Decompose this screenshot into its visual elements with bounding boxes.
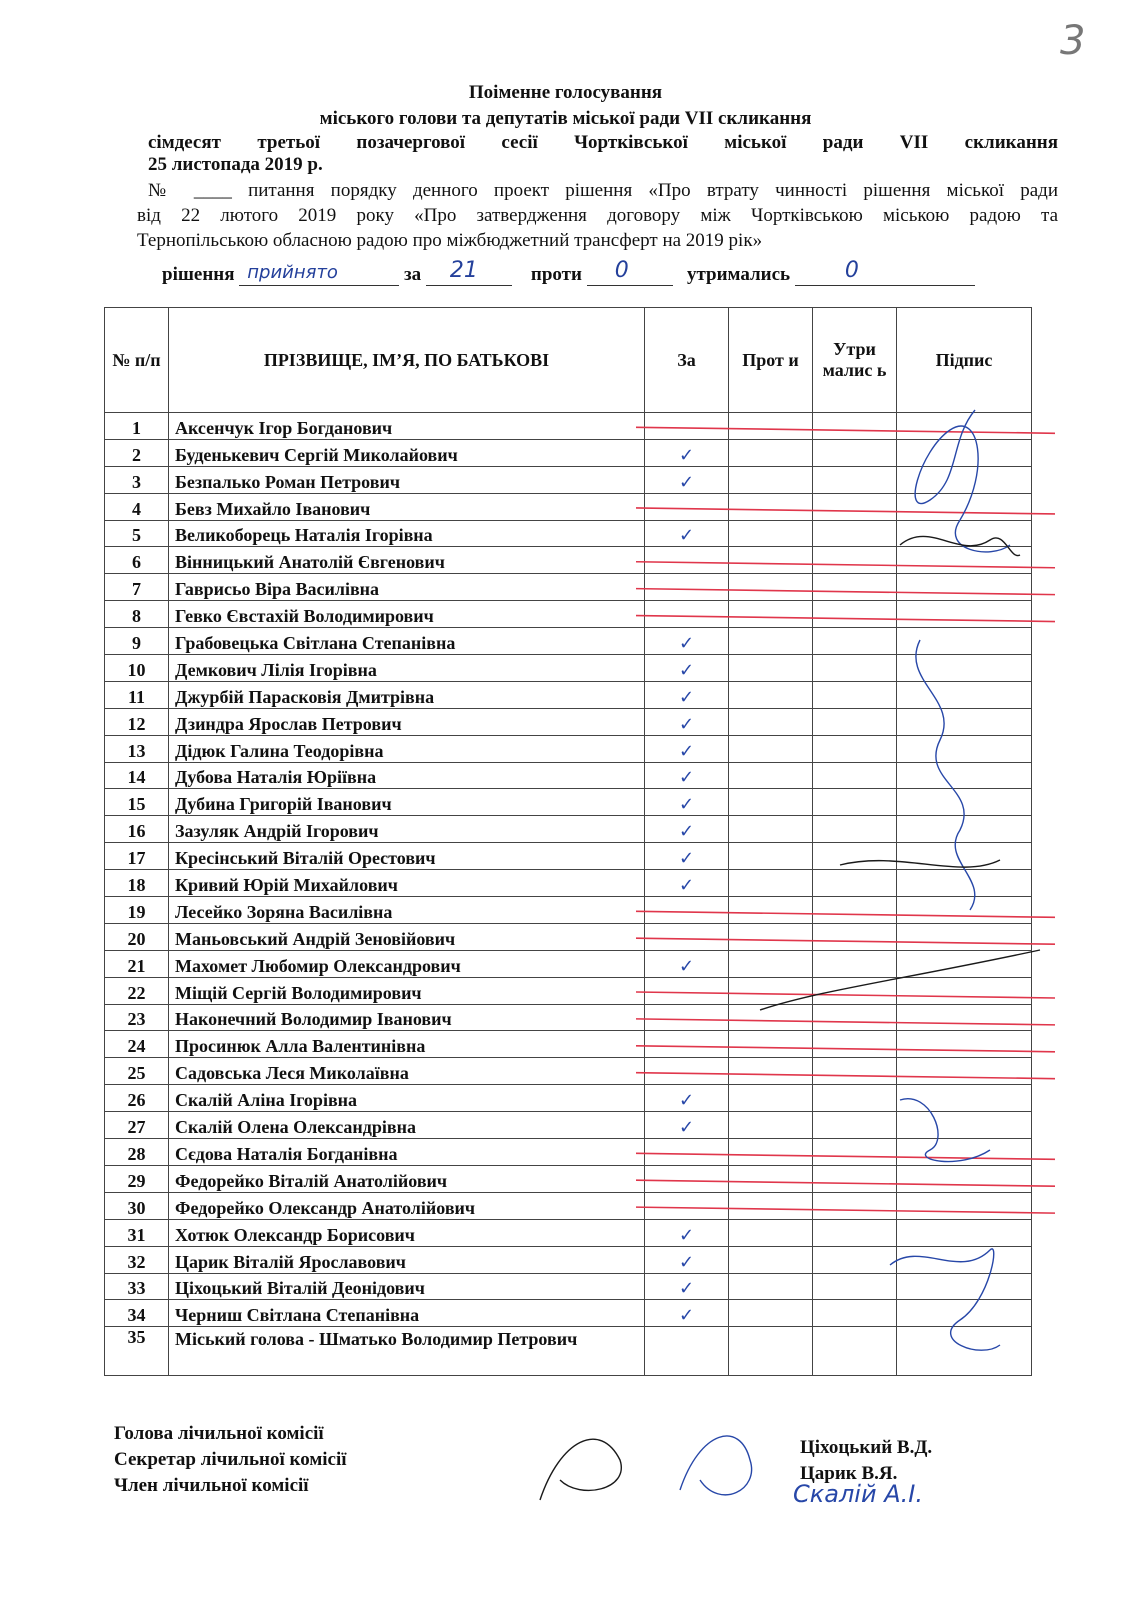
row-number: 28 [105,1139,169,1166]
row-number: 15 [105,789,169,816]
deputy-name: Дубова Наталія Юріївна [169,762,645,789]
deputy-name: Маньовський Андрій Зеновійович [169,923,645,950]
deputy-name: Федорейко Олександр Анатолійович [169,1192,645,1219]
deputy-name: Наконечний Володимир Іванович [169,1004,645,1031]
check-mark-icon: ✓ [678,1278,695,1300]
check-mark-icon: ✓ [678,767,695,789]
check-mark-icon: ✓ [678,821,695,843]
signature-scribble [840,860,1000,867]
deputy-name: Аксенчук Ігор Богданович [169,413,645,440]
check-mark-icon: ✓ [678,848,695,870]
question-line-3: Тернопільською обласною радою про міжбюджетний трансферт на 2019 рік» [137,230,763,251]
session-line: сімдесят третьої позачергової сесії Чортківської міської ради VІІ скликання [148,132,1058,153]
deputy-name: Джурбій Парасковія Дмитрівна [169,681,645,708]
check-mark-icon: ✓ [678,525,695,547]
decision-value: прийнято [247,262,338,283]
check-mark-icon: ✓ [678,1117,695,1139]
row-number: 34 [105,1300,169,1327]
secretary-name: Царик В.Я. [800,1463,898,1484]
check-mark-icon: ✓ [678,875,695,897]
deputy-name: Грабовецька Світлана Степанівна [169,628,645,655]
row-number: 18 [105,870,169,897]
row-number: 4 [105,493,169,520]
row-number: 8 [105,601,169,628]
check-mark-icon: ✓ [678,633,695,655]
deputy-name: Махомет Любомир Олександрович [169,950,645,977]
row-number: 35 [105,1327,169,1376]
row-number: 10 [105,655,169,682]
row-number: 13 [105,735,169,762]
check-mark-icon: ✓ [678,1251,695,1273]
signature-scribble [680,1436,752,1495]
check-mark-icon: ✓ [678,740,695,762]
row-number: 2 [105,439,169,466]
deputy-name: Бевз Михайло Іванович [169,493,645,520]
strikethrough-line [636,427,1055,433]
deputy-name: Міщій Сергій Володимирович [169,977,645,1004]
deputy-name: Царик Віталій Ярославович [169,1246,645,1273]
strikethrough-line [636,562,1055,568]
strikethrough-line [636,616,1055,622]
deputy-name: Буденькевич Сергій Миколайович [169,439,645,466]
signature-scribble [760,950,1040,1010]
header-abstained: Утри малис ь [813,308,897,413]
header-name: ПРІЗВИЩЕ, ІМ’Я, ПО БАТЬКОВІ [169,308,645,413]
header-num: № п/п [105,308,169,413]
row-number: 27 [105,1112,169,1139]
abstained-value: 0 [844,258,859,283]
row-number: 7 [105,574,169,601]
row-number: 6 [105,547,169,574]
row-number: 30 [105,1192,169,1219]
row-number: 3 [105,466,169,493]
deputy-name: Черниш Світлана Степанівна [169,1300,645,1327]
row-number: 23 [105,1004,169,1031]
header-against: Прот и [729,308,813,413]
check-mark-icon: ✓ [678,1224,695,1246]
signature-scribble [540,1439,621,1500]
member-label: Член лічильної комісії [114,1475,309,1496]
strikethrough-line [636,508,1055,514]
deputy-name: Кривий Юрій Михайлович [169,870,645,897]
row-number: 29 [105,1165,169,1192]
deputy-name: Скалій Аліна Ігорівна [169,1085,645,1112]
row-number: 11 [105,681,169,708]
deputy-name: Хотюк Олександр Борисович [169,1219,645,1246]
row-number: 12 [105,708,169,735]
document-title: Поіменне голосування [468,82,663,103]
deputy-name: Ціхоцький Віталій Деонідович [169,1273,645,1300]
deputy-name: Скалій Олена Олександрівна [169,1112,645,1139]
strikethrough-line [636,992,1055,998]
signature-scribble [900,536,1020,555]
check-mark-icon: ✓ [678,659,695,681]
signature-scribble [890,1249,1000,1350]
strikethrough-line [636,1153,1055,1159]
row-number: 24 [105,1031,169,1058]
deputy-name: Гаврисьо Віра Василівна [169,574,645,601]
deputy-name: Лесейко Зоряна Василівна [169,897,645,924]
check-mark-icon: ✓ [678,1305,695,1327]
row-number: 33 [105,1273,169,1300]
check-mark-icon: ✓ [678,444,695,466]
row-number: 16 [105,816,169,843]
row-number: 20 [105,923,169,950]
row-number: 9 [105,628,169,655]
row-number: 1 [105,413,169,440]
row-number: 26 [105,1085,169,1112]
deputy-name: Демкович Лілія Ігорівна [169,655,645,682]
strikethrough-line [636,1207,1055,1213]
deputy-name: Міський голова - Шматько Володимир Петрович [169,1327,645,1376]
row-number: 17 [105,843,169,870]
deputy-name: Великоборець Наталія Ігорівна [169,520,645,547]
row-number: 5 [105,520,169,547]
deputy-name: Гевко Євстахій Володимирович [169,601,645,628]
deputy-name: Кресінський Віталій Орестович [169,843,645,870]
document-subtitle: міського голови та депутатів міської ради VІІ скликання [319,108,812,129]
session-date: 25 листопада 2019 р. [148,154,323,175]
deputy-name: Зазуляк Андрій Ігорович [169,816,645,843]
deputy-name: Федорейко Віталій Анатолійович [169,1165,645,1192]
strikethrough-line [636,589,1055,595]
strikethrough-line [636,1046,1055,1052]
row-number: 14 [105,762,169,789]
row-number: 25 [105,1058,169,1085]
secretary-label: Секретар лічильної комісії [114,1449,347,1470]
signature-marks [540,410,1040,1500]
check-mark-icon: ✓ [678,955,695,977]
deputy-name: Дубина Григорій Іванович [169,789,645,816]
strikethrough-line [636,1073,1055,1079]
strikethrough-line [636,938,1055,944]
row-number: 31 [105,1219,169,1246]
deputy-name: Садовська Леся Миколаївна [169,1058,645,1085]
deputy-name: Дідюк Галина Теодорівна [169,735,645,762]
strikethrough-line [636,1180,1055,1186]
header-signature: Підпис [897,308,1032,413]
header-for: За [645,308,729,413]
check-mark-icon: ✓ [678,794,695,816]
page-number: 3 [1060,18,1086,64]
strikethrough-lines [636,427,1055,1213]
deputy-name: Безпалько Роман Петрович [169,466,645,493]
check-mark-icon: ✓ [678,471,695,493]
abstained-label: утримались [686,264,791,285]
check-mark-icon: ✓ [678,686,695,708]
for-value: 21 [449,258,478,283]
chair-name: Ціхоцький В.Д. [800,1437,933,1458]
deputy-name: Вінницький Анатолій Євгенович [169,547,645,574]
signature-scribble [916,640,975,910]
question-line-2: від 22 лютого 2019 року «Про затвердження договору між Чортківською міською радою та [137,205,1058,226]
decision-label: рішення [162,264,235,285]
row-number: 19 [105,897,169,924]
chair-label: Голова лічильної комісії [114,1423,324,1444]
deputy-name: Дзиндра Ярослав Петрович [169,708,645,735]
against-value: 0 [614,258,629,283]
check-mark-icon: ✓ [678,713,695,735]
member-handwritten-name: Скалій А.І. [793,1480,923,1508]
strikethrough-line [636,1019,1055,1025]
deputy-name: Просинюк Алла Валентинівна [169,1031,645,1058]
row-number: 32 [105,1246,169,1273]
strikethrough-line [636,911,1055,917]
question-line-1: № ____ питання порядку денного проект рішення «Про втрату чинності рішення міської ради [148,180,1058,201]
against-label: проти [530,264,582,285]
row-number: 22 [105,977,169,1004]
check-mark-icon: ✓ [678,1090,695,1112]
for-label: за [404,264,422,285]
signature-scribble [900,1099,990,1162]
row-number: 21 [105,950,169,977]
deputy-name: Сєдова Наталія Богданівна [169,1139,645,1166]
